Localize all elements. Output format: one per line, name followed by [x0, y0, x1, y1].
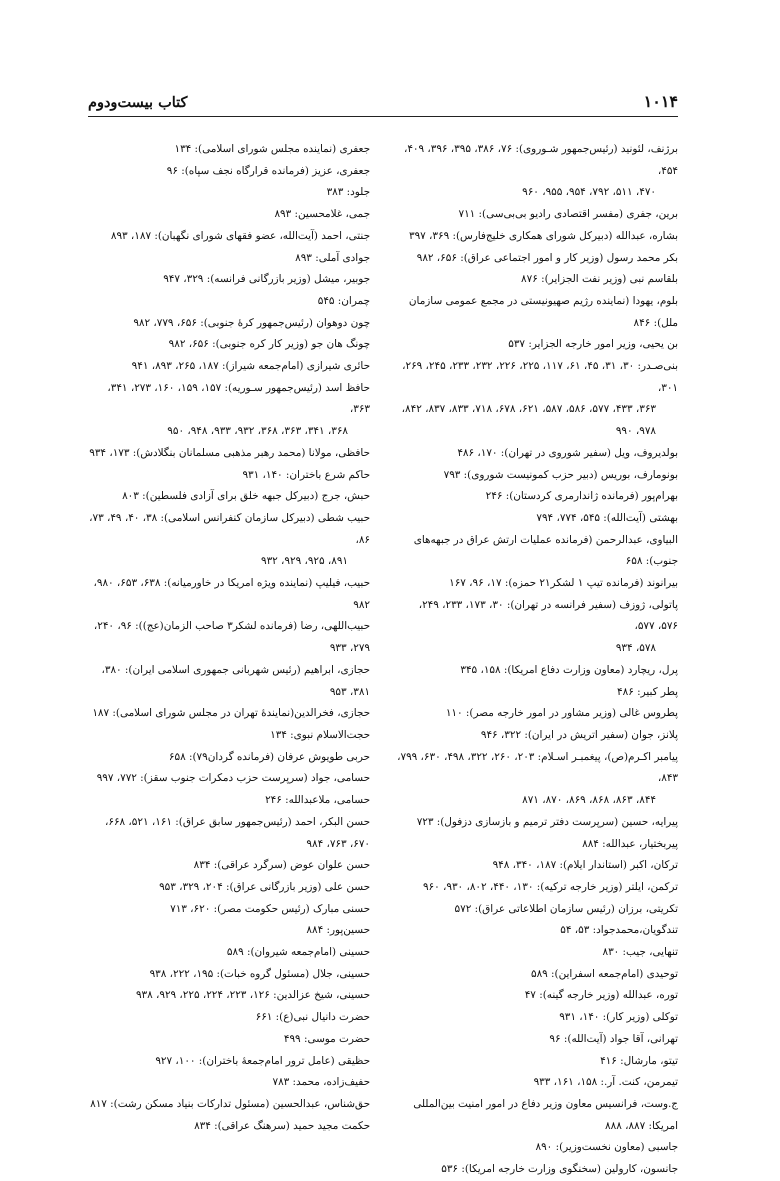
index-entry-text: جوادی آملی: ۸۹۳ [295, 251, 370, 264]
index-entry [396, 1159, 678, 1181]
index-entry-text: ج.وست، فرانسیس معاون وزیر دفاع در امور امنیت بین‌المللی امریکا: ۸۸۷، ۸۸۸ [413, 1097, 678, 1132]
index-entry-text: جمی، غلامحسین: ۸۹۳ [274, 208, 370, 221]
index-entry [396, 855, 678, 877]
index-entry-text: جاسبی (معاون نخست‌وزیر): ۸۹۰ [535, 1141, 678, 1154]
index-entry-text: حسن علی (وزیر بازرگانی عراق): ۲۰۴، ۳۲۹، ۹۵۳ [159, 880, 370, 893]
index-entry [88, 161, 370, 183]
index-entry-text: بلوم، یهودا (نماینده رژیم صهیونیستی در مجمع عمومی سازمان ملل): ۸۴۶ [408, 294, 678, 329]
index-entry [88, 1116, 370, 1138]
index-entry-text: تهرانی، آقا جواد (آیت‌الله): ۹۶ [549, 1032, 678, 1045]
index-entry-text: چونگ هان جو (وزیر کار کره جنوبی): ۶۵۶، ۹۸۲ [168, 338, 370, 351]
index-entry-text: حجت‌الاسلام نبوی: ۱۳۴ [270, 728, 370, 741]
index-entry [88, 508, 370, 573]
index-entry-text: بهرام‌پور (فرمانده ژاندارمری کردستان): ۲۴۶ [485, 490, 678, 503]
index-entry [88, 356, 370, 378]
index-entry [396, 747, 678, 812]
index-entry-text: حبیب‌اللهی، رضا (فرمانده لشکر۳ صاحب الزمان(عج)): ۹۶، ۲۴۰، ۲۷۹، ۹۳۳ [93, 620, 370, 655]
index-column-left [88, 139, 370, 1137]
index-entry [88, 660, 370, 703]
index-entry-text: حسین‌پور: ۸۸۴ [306, 924, 370, 937]
index-entry [88, 465, 370, 487]
index-entry-text: جعفری، عزیز (فرمانده قرارگاه نجف سپاه): ۹۶ [166, 164, 370, 177]
index-entry [396, 486, 678, 508]
index-entry-continuation: ۸۴۴، ۸۶۳، ۸۶۸، ۸۶۹، ۸۷۰، ۸۷۱ [522, 794, 656, 807]
index-entry [396, 942, 678, 964]
page-number: ۱۰۱۴ [643, 92, 678, 111]
index-entry-text: جوبیر، میشل (وزیر بازرگانی فرانسه): ۳۲۹، ۹۴۷ [163, 273, 370, 286]
index-entry [396, 660, 678, 682]
index-entry [396, 334, 678, 356]
index-entry-text: توره، عبدالله (وزیر خارجه گینه): ۴۷ [524, 989, 678, 1002]
index-entry-text: حق‌شناس، عبدالحسین (مسئول تدارکات بنیاد مسکن رشت): ۸۱۷ [90, 1097, 370, 1110]
index-entry-text: پطروس غالی (وزیر مشاور در امور خارجه مصر): ۱۱۰ [445, 707, 678, 720]
index-entry-text: حکمت مجید حمید (سرهنگ عراقی): ۸۳۴ [194, 1119, 370, 1132]
index-entry [88, 1029, 370, 1051]
index-entry [396, 1051, 678, 1073]
index-entry [396, 877, 678, 899]
index-entry-text: حجازی، فخرالدین(نمایندهٔ تهران در مجلس شورای اسلامی): ۱۸۷ [92, 707, 370, 720]
index-entry-text: حظیقی (عامل ترور امام‌جمعهٔ باختران): ۱۰۰، ۹۲۷ [155, 1054, 370, 1067]
index-entry [396, 985, 678, 1007]
index-entry [88, 313, 370, 335]
index-entry-text: ترکان، اکبر (استاندار ایلام): ۱۸۷، ۳۴۰، ۹۴۸ [492, 859, 678, 872]
index-entry-text: بن یحیی، وزیر امور خارجه الجزایر: ۵۳۷ [508, 338, 678, 351]
index-entry [88, 920, 370, 942]
index-entry [396, 530, 678, 573]
index-entry-text: چمران: ۵۴۵ [317, 294, 370, 307]
index-entry-text: پیرایه، حسین (سرپرست دفتر ترمیم و بازسازی دزفول): ۷۲۳ [416, 815, 678, 828]
index-entry-text: حاکم شرع باختران: ۱۴۰، ۹۳۱ [242, 468, 370, 481]
index-entry [396, 1029, 678, 1051]
index-entry-text: چون دوهوان (رئیس‌جمهور کرهٔ جنوبی): ۶۵۶، ۷۷۹، ۹۸۲ [133, 316, 370, 329]
index-entry [88, 291, 370, 313]
index-entry-text: حسن البکر، احمد (رئیس‌جمهور سابق عراق): ۱۶۱، ۵۲۱، ۶۶۸، ۶۷۰، ۷۶۳، ۹۸۴ [105, 815, 370, 850]
index-entry [88, 573, 370, 616]
index-entry [88, 1051, 370, 1073]
index-entry-text: جعفری (نماینده مجلس شورای اسلامی): ۱۳۴ [174, 143, 370, 155]
index-entry-continuation: ۴۷۰، ۵۱۱، ۷۹۲، ۹۵۴، ۹۵۵، ۹۶۰ [522, 186, 656, 199]
index-entry-text: بنی‌صـدر: ۳۰، ۳۱، ۴۵، ۶۱، ۱۱۷، ۲۲۵، ۲۲۶، ۲۳۲، ۲۳۳، ۲۴۵، ۲۶۹، ۳۰۱، [402, 360, 678, 394]
index-entry [88, 248, 370, 270]
index-entry [88, 443, 370, 465]
index-entry-text: حربی طویوش عرفان (فرمانده گردان۷۹): ۶۵۸ [168, 750, 370, 763]
index-entry-text: پطر کبیر: ۴۸۶ [617, 685, 678, 698]
index-entry [396, 508, 678, 530]
index-entry [396, 1007, 678, 1029]
index-entry-text: حسینی، جلال (مسئول گروه خبات): ۱۹۵، ۲۲۲، ۹۳۸ [149, 967, 370, 980]
index-entry-text: حبیب شطی (دبیرکل سازمان کنفرانس اسلامی): ۳۸، ۴۰، ۴۹، ۷۳، ۸۶، [89, 511, 370, 546]
index-entry [396, 1072, 678, 1094]
index-entry [396, 291, 678, 334]
index-entry [396, 1094, 678, 1137]
index-entry [88, 942, 370, 964]
book-title: کتاب بیست‌ودوم [88, 94, 188, 111]
index-entry-text: حسامی، جواد (سرپرست حزب دمکرات جنوب سقز): ۷۷۲، ۹۹۷ [96, 772, 370, 785]
index-entry [88, 985, 370, 1007]
index-entry-text: بکر محمد رسول (وزیر کار و امور اجتماعی عراق): ۶۵۶، ۹۸۲ [416, 251, 678, 264]
index-entry-text: توحیدی (امام‌جمعه اسفراین): ۵۸۹ [530, 967, 678, 980]
index-entry-text: جنتی، احمد (آیت‌الله، عضو فقهای شورای نگهبان): ۱۸۷، ۸۹۳ [110, 229, 370, 242]
index-entry [88, 855, 370, 877]
index-entry-text: برژنف، لئونید (رئیس‌جمهور شـوروی): ۷۶، ۳۸۶، ۳۹۵، ۳۹۶، ۴۰۹، ۴۵۴، [403, 143, 678, 177]
index-entry [88, 269, 370, 291]
index-entry [88, 139, 370, 161]
index-entry-text: پلانز، جوان (سفیر اتریش در ایران): ۳۲۲، ۹۴۶ [480, 728, 678, 741]
index-entry-text: البیاوی، عبدالرحمن (فرمانده عملیات ارتش عراق در جبهه‌های جنوب): ۶۵۸ [413, 533, 678, 568]
index-entry-text: حبش، جرج (دبیرکل جبهه خلق برای آزادی فلسطین): ۸۰۳ [122, 490, 370, 503]
index-entry-text: جانسون، کارولین (سخنگوی وزارت خارجه امریکا): ۵۳۶ [441, 1163, 678, 1176]
index-entry [396, 682, 678, 704]
index-entry-text: بونومارف، بوریس (دبیر حزب کمونیست شوروی): ۷۹۳ [443, 468, 678, 481]
index-entry-text: تندگویان،محمدجواد: ۵۳، ۵۴ [560, 924, 678, 937]
index-entry [88, 1007, 370, 1029]
index-entry [88, 725, 370, 747]
index-entry [88, 1094, 370, 1116]
index-entry-continuation: ۳۶۸، ۳۴۱، ۳۶۳، ۳۶۸، ۹۳۲، ۹۳۳، ۹۴۸، ۹۵۰ [167, 425, 348, 438]
index-entry [88, 768, 370, 790]
index-entry [88, 1072, 370, 1094]
index-entry-text: جلود: ۳۸۳ [326, 186, 370, 199]
index-entry [396, 248, 678, 270]
index-entry [88, 204, 370, 226]
index-entry [396, 725, 678, 747]
index-entry-text: تیمرمن، کنت. آر.: ۱۵۸، ۱۶۱، ۹۳۳ [533, 1076, 678, 1089]
index-entry [396, 139, 678, 204]
index-entry-text: توکلی (وزیر کار): ۱۴۰، ۹۳۱ [559, 1011, 678, 1024]
index-entry-text: حضرت دانیال نبی(ع): ۶۶۱ [255, 1011, 370, 1024]
index-entry [396, 703, 678, 725]
index-entry [396, 834, 678, 856]
index-entry-text: حفیف‌زاده، محمد: ۷۸۳ [272, 1076, 370, 1089]
index-entry [88, 226, 370, 248]
index-entry [396, 1137, 678, 1159]
index-entry [396, 443, 678, 465]
index-entry-text: حسن علوان عوض (سرگرد عراقی): ۸۳۴ [193, 859, 370, 872]
index-entry-text: حافظ اسد (رئیس‌جمهور سـوریه): ۱۵۷، ۱۵۹، ۱۶۰، ۲۷۳، ۳۴۱، ۳۶۳، [107, 381, 370, 416]
index-entry [396, 899, 678, 921]
index-entry-text: حسنی مبارک (رئیس حکومت مصر): ۶۲۰، ۷۱۳ [170, 902, 370, 915]
index-entry-text: بولدیروف، ویل (سفیر شوروی در تهران): ۱۷۰، ۴۸۶ [457, 446, 678, 459]
index-entry-text: ترکمن، ایلتر (وزیر خارجه ترکیه): ۱۳۰، ۴۴۰، ۸۰۲، ۹۳۰، ۹۶۰ [422, 880, 678, 893]
index-entry [88, 812, 370, 855]
index-entry [88, 486, 370, 508]
index-entry-text: حسینی (امام‌جمعه شیروان): ۵۸۹ [226, 946, 370, 959]
index-entry [396, 204, 678, 226]
index-entry [88, 182, 370, 204]
index-entry-text: حبیب، فیلیپ (نماینده ویژه امریکا در خاورمیانه): ۶۳۸، ۶۵۳، ۹۸۰، ۹۸۲ [93, 577, 370, 611]
index-entry [88, 747, 370, 769]
index-entry [88, 899, 370, 921]
index-entry [396, 465, 678, 487]
index-entry [88, 964, 370, 986]
index-entry-continuation: ۳۶۳، ۴۳۳، ۵۷۷، ۵۸۶، ۵۸۷، ۶۲۱، ۶۷۸، ۷۱۸، ۸۳۳، ۸۳۷، ۸۴۲، ۹۷۸، ۹۹۰ [401, 403, 656, 438]
index-entry-text: تکریتی، برزان (رئیس سازمان اطلاعاتی عراق): ۵۷۲ [454, 902, 678, 915]
index-entry-continuation: ۵۷۸، ۹۳۴ [615, 642, 656, 655]
index-entry [88, 703, 370, 725]
index-entry-text: حائری شیرازی (امام‌جمعه شیراز): ۱۸۷، ۲۶۵، ۸۹۳، ۹۴۱ [131, 360, 370, 373]
index-entry-text: پیامبر اکـرم(ص)، پیغمبـر اسـلام: ۲۰۳، ۲۶۰، ۳۲۲، ۴۹۸، ۶۳۰، ۷۹۹، ۸۴۳، [397, 750, 678, 785]
index-entry-text: بشاره، عبدالله (دبیرکل شورای همکاری خلیج‌فارس): ۳۶۹، ۳۹۷ [409, 229, 678, 242]
index-entry-text: حسامی، ملاعبدالله: ۲۴۶ [265, 794, 370, 807]
index-entry-text: بلقاسم نبی (وزیر نفت الجزایر): ۸۷۶ [521, 273, 678, 286]
index-entry [88, 334, 370, 356]
index-entry [396, 269, 678, 291]
index-entry-text: برین، جفری (مفسر اقتصادی رادیو بی‌بی‌سی): ۷۱۱ [458, 208, 678, 221]
index-entry [88, 877, 370, 899]
index-entry [396, 356, 678, 443]
index-entry [396, 964, 678, 986]
index-entry [396, 812, 678, 834]
index-entry [396, 573, 678, 595]
index-entry [88, 616, 370, 659]
index-entry-text: حضرت موسی: ۴۹۹ [283, 1032, 370, 1045]
index-entry-text: بیرانوند (فرمانده تیپ ۱ لشکر۲۱ حمزه): ۱۷، ۹۶، ۱۶۷ [449, 577, 678, 590]
index-entry-text: پاتولی، ژوزف (سفیر فرانسه در تهران): ۳۰، ۱۷۳، ۲۳۳، ۲۴۹، ۵۷۶، ۵۷۷، [418, 598, 678, 633]
index-entry [396, 226, 678, 248]
index-entry-text: تیتو، مارشال: ۴۱۶ [600, 1054, 678, 1067]
index-entry-text: تنهایی، جیب: ۸۳۰ [602, 946, 678, 959]
page-header [88, 88, 678, 117]
index-entry [396, 595, 678, 660]
index-entry-text: بهشتی (آیت‌الله): ۵۴۵، ۷۷۴، ۷۹۴ [536, 511, 678, 524]
index-entry-text: حسینی، شیخ عزالدین: ۱۲۶، ۲۲۳، ۲۲۴، ۲۲۵، ۹۲۹، ۹۳۸ [135, 989, 370, 1002]
index-entry [88, 378, 370, 443]
index-entry-continuation: ۸۹۱، ۹۲۵، ۹۲۹، ۹۳۲ [260, 555, 348, 568]
index-entry-text: حافظی، مولانا (محمد رهبر مذهبی مسلمانان بنگلادش): ۱۷۳، ۹۳۴ [89, 446, 370, 459]
index-entry [396, 920, 678, 942]
index-column-right [396, 139, 678, 1181]
index-entry-text: حجازی، ابراهیم (رئیس شهربانی جمهوری اسلامی ایران): ۳۸۰، ۳۸۱، ۹۵۳ [101, 663, 370, 698]
index-entry [88, 790, 370, 812]
index-entry-text: پیربختیار، عبدالله: ۸۸۴ [582, 837, 678, 850]
index-entry-text: پرل، ریچارد (معاون وزارت دفاع امریکا): ۱۵۸، ۳۴۵ [460, 663, 678, 676]
